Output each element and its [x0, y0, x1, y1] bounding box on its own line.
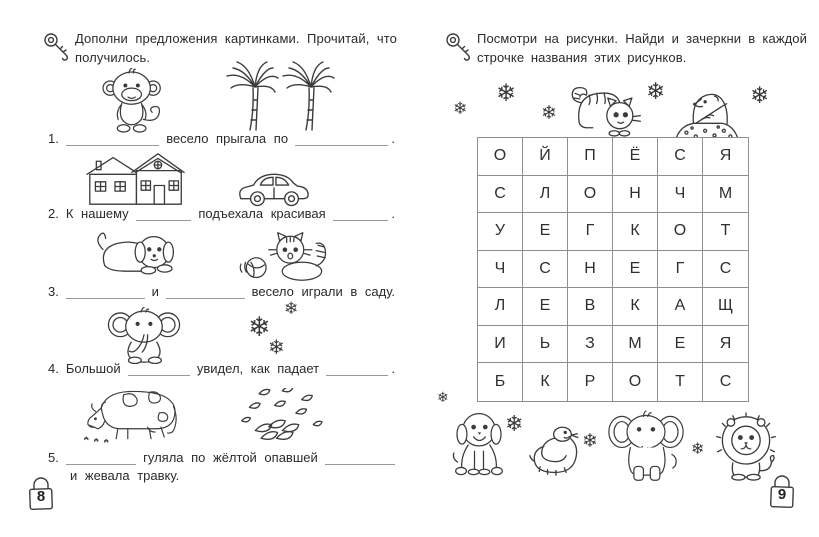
sentence-text: Большой — [65, 361, 121, 376]
grid-letter-cell: С — [478, 176, 523, 214]
fill-in-blank — [66, 452, 136, 465]
sentence-text: . — [391, 206, 395, 221]
fill-in-blank — [166, 286, 245, 299]
grid-letter-cell: Ч — [478, 251, 523, 289]
sentence-text: . — [391, 361, 395, 376]
elephant-image — [100, 302, 188, 364]
grid-letter-cell: О — [658, 213, 703, 251]
sentence-number: 5. — [48, 450, 59, 465]
grid-letter-cell: Л — [478, 288, 523, 326]
fill-in-blank — [66, 286, 145, 299]
cat-with-ball-image — [236, 230, 332, 282]
grid-letter-cell: С — [658, 138, 703, 176]
grid-letter-cell: К — [613, 213, 658, 251]
snowflake-icon: ❄ — [646, 78, 666, 104]
fill-in-blank — [66, 133, 159, 146]
exercise-instruction: Посмотри на рисунки. Найди и зачеркни в каждой строчке названия этих рисунков. — [477, 31, 807, 65]
grid-letter-cell: К — [613, 288, 658, 326]
sentence-3 — [48, 284, 395, 299]
fill-in-blank — [326, 363, 388, 376]
sentence-1 — [48, 131, 395, 146]
sentence-text: весело прыгала по — [166, 131, 289, 146]
grid-letter-cell: Т — [658, 363, 703, 401]
grid-letter-cell: Ь — [523, 326, 568, 364]
grid-letter-cell: Е — [613, 251, 658, 289]
grid-letter-cell: Н — [613, 176, 658, 214]
sentence-number: 1. — [48, 131, 59, 146]
sentence-text: весело играли в саду. — [251, 284, 396, 299]
grid-letter-cell: В — [568, 288, 613, 326]
exercise-instruction: Дополни предложения картинками. Прочитай, что получилось. — [75, 31, 397, 65]
grid-letter-cell: О — [478, 138, 523, 176]
grid-letter-cell: Р — [568, 363, 613, 401]
grid-letter-cell: Я — [703, 326, 748, 364]
grid-letter-cell: М — [703, 176, 748, 214]
sentence-5-line2: и жевала травку. — [70, 468, 180, 483]
fallen-leaves-image — [232, 388, 324, 446]
grid-letter-cell: Я — [703, 138, 748, 176]
grid-letter-cell: С — [523, 251, 568, 289]
grid-letter-cell: О — [568, 176, 613, 214]
grid-letter-cell: Г — [658, 251, 703, 289]
snowflake-icon: ❄ — [750, 82, 770, 108]
grid-letter-cell: Щ — [703, 288, 748, 326]
grid-letter-cell: М — [613, 326, 658, 364]
snowflake-icon: ❄ — [453, 99, 468, 118]
snowflake-icon: ❄ — [248, 312, 271, 342]
snowflake-icon: ❄ — [505, 411, 524, 436]
house-image — [86, 151, 186, 207]
fill-in-blank — [136, 208, 192, 221]
grid-letter-cell: С — [719, 372, 732, 390]
grid-letter-cell: Н — [568, 251, 613, 289]
snake-image — [526, 424, 584, 478]
snowflake-icon: ❄ — [582, 431, 598, 452]
grid-letter-cell: Б — [478, 363, 523, 401]
sentence-4 — [48, 361, 395, 376]
snowflake-icon: ❄ — [691, 441, 705, 458]
puppy-image — [450, 410, 508, 480]
grid-letter-cell: Л — [523, 176, 568, 214]
striped-cat-image — [566, 84, 642, 138]
snowflake-icon: ❄ — [284, 299, 299, 318]
snowflake-icon: ❄ — [268, 337, 285, 359]
grid-letter-cell: А — [658, 288, 703, 326]
grid-letter-cell: К — [523, 363, 568, 401]
grid-letter-cell: Т — [703, 213, 748, 251]
key-icon — [444, 31, 474, 61]
grid-letter-cell: Е — [523, 213, 568, 251]
fill-in-blank — [295, 133, 388, 146]
page-number-badge — [24, 474, 58, 516]
sentence-text: К нашему — [65, 206, 129, 221]
sentence-2 — [48, 206, 395, 221]
fill-in-blank — [325, 452, 395, 465]
grid-letter-cell: С — [703, 251, 748, 289]
sentence-number: 3. — [48, 284, 59, 299]
car-image — [236, 166, 312, 208]
mole-image — [672, 84, 742, 142]
workbook-page-right — [420, 0, 819, 537]
cow-image — [78, 381, 190, 445]
sentence-text: увидел, как падает — [196, 361, 320, 376]
snowflake-icon: ❄ — [496, 80, 517, 107]
grid-letter-cell: И — [478, 326, 523, 364]
sentence-number: 2. — [48, 206, 59, 221]
grid-letter-cell: У — [478, 213, 523, 251]
sentence-5 — [48, 450, 395, 465]
grid-letter-cell: О — [613, 363, 658, 401]
grid-letter-cell: Ё — [613, 138, 658, 176]
grid-letter-cell: З — [568, 326, 613, 364]
sentence-text: гуляла по жёлтой опавшей — [143, 450, 318, 465]
sentence-text: и — [151, 284, 159, 299]
fill-in-blank — [128, 363, 190, 376]
snowflake-icon: ❄ — [541, 103, 557, 124]
monkey-image — [96, 64, 178, 140]
grid-letter-cell: Е — [658, 326, 703, 364]
grid-letter-cell: П — [568, 138, 613, 176]
sentence-number: 4. — [48, 361, 59, 376]
fill-in-blank — [333, 208, 389, 221]
sentence-text: . — [391, 131, 396, 146]
grid-letter-cell: Ч — [658, 176, 703, 214]
page-number: 9 — [777, 486, 787, 503]
sentence-text: подъехала красивая — [198, 206, 326, 221]
palm-trees-image — [224, 60, 336, 132]
snowflake-icon: ❄ — [437, 389, 449, 405]
grid-letter-cell: Г — [568, 213, 613, 251]
key-icon — [42, 31, 72, 61]
dog-image — [92, 228, 192, 278]
grid-letter-cell: Й — [523, 138, 568, 176]
page-number: 8 — [36, 488, 46, 505]
page-number-badge — [765, 472, 799, 514]
grid-letter-cell: Е — [523, 288, 568, 326]
elephant-standing-image — [604, 406, 688, 482]
letter-search-grid — [477, 137, 749, 402]
